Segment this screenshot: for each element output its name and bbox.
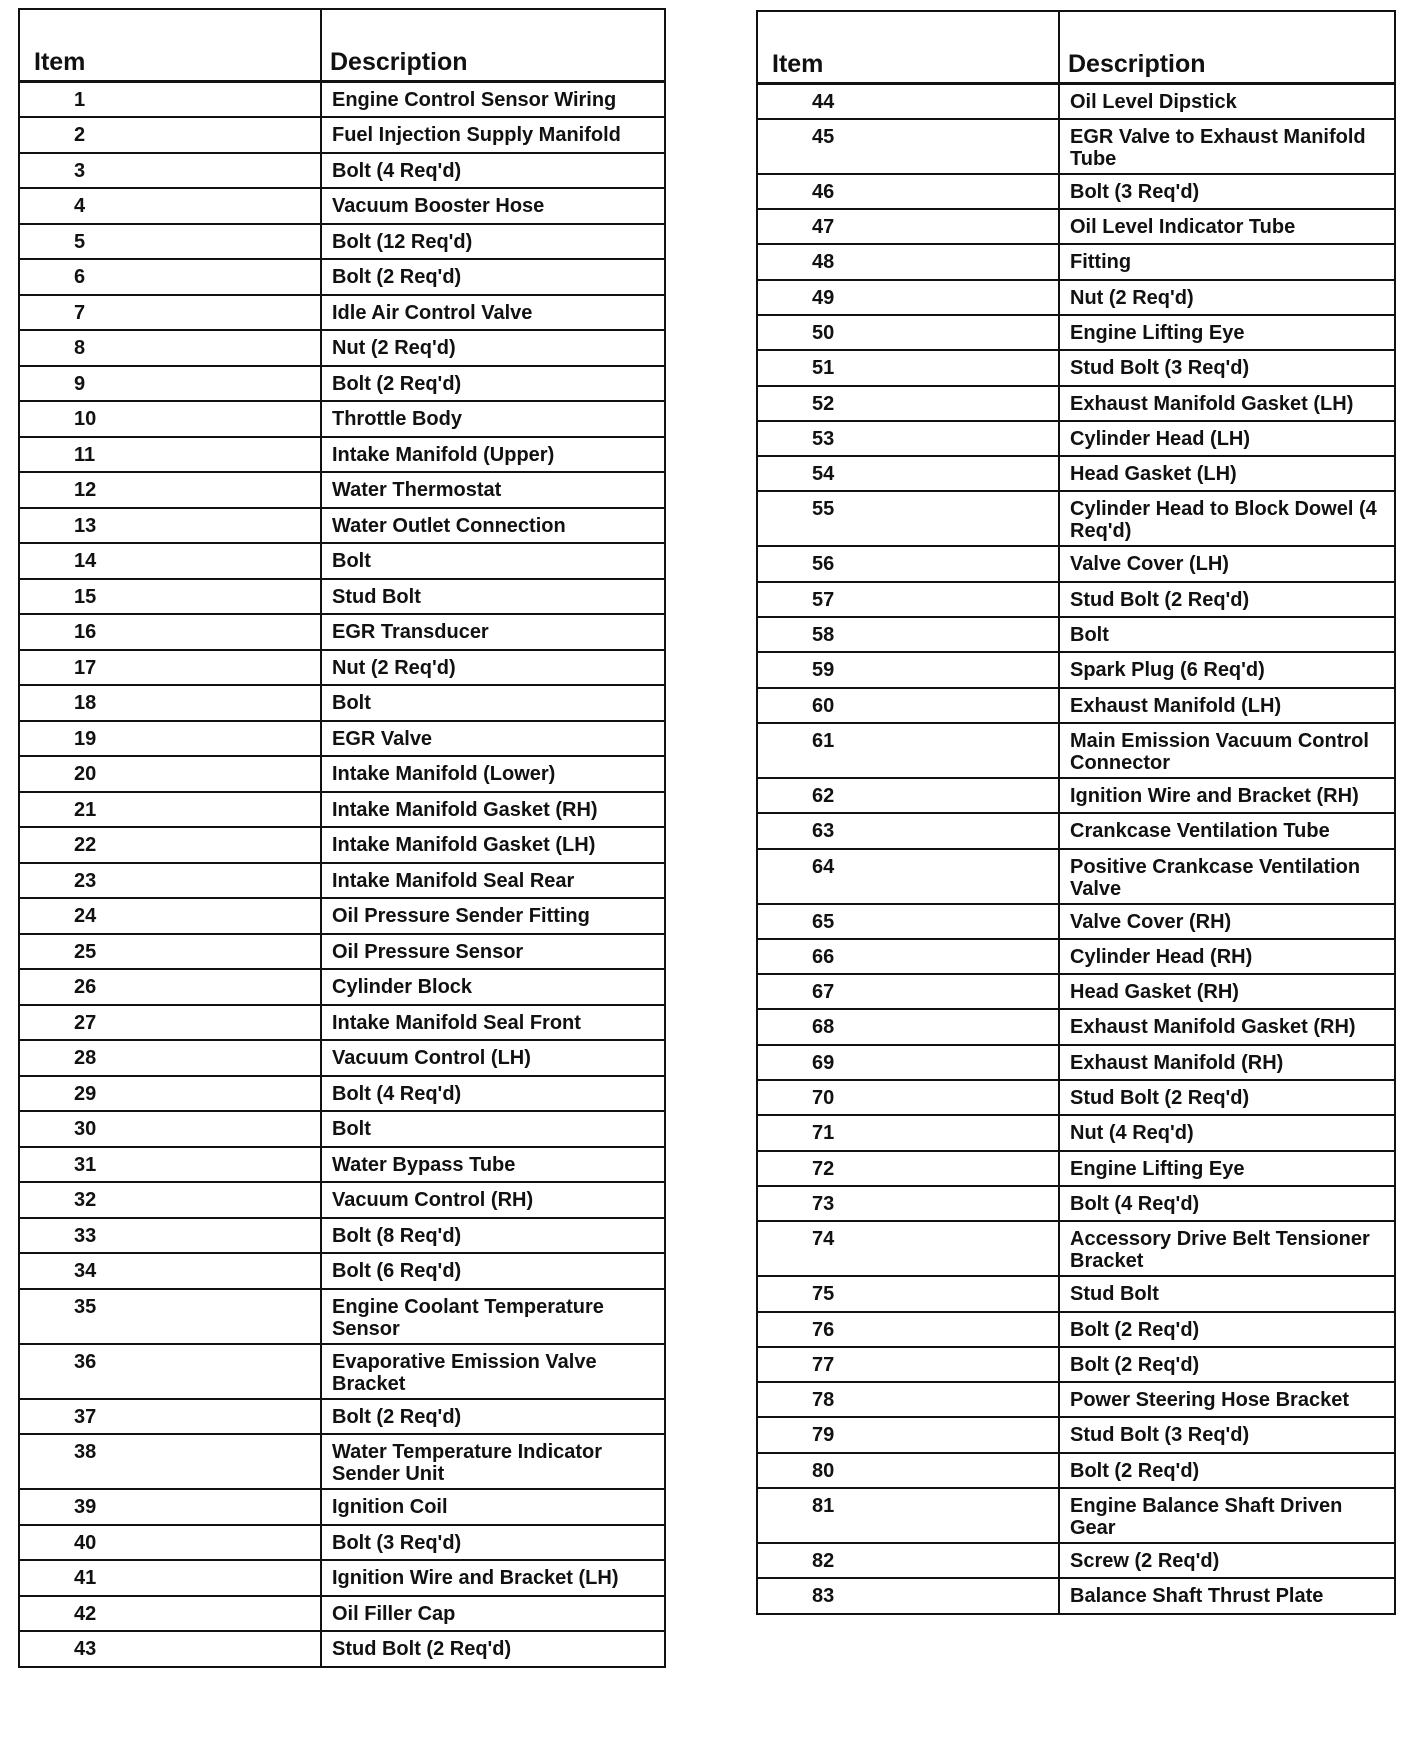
description-cell: Accessory Drive Belt Tensioner Bracket (1059, 1221, 1395, 1276)
description-cell: Crankcase Ventilation Tube (1059, 813, 1395, 848)
description-cell: Vacuum Control (RH) (321, 1182, 665, 1218)
description-cell: Bolt (8 Req'd) (321, 1218, 665, 1254)
table-row (757, 1347, 1395, 1382)
item-number-cell: 81 (757, 1488, 1059, 1543)
item-number-cell: 18 (19, 685, 321, 721)
table-row (19, 1525, 665, 1561)
description-cell: Vacuum Booster Hose (321, 188, 665, 224)
item-number-cell: 74 (757, 1221, 1059, 1276)
table-row (757, 244, 1395, 279)
table-row (19, 863, 665, 899)
table-row (19, 579, 665, 615)
table-row (19, 188, 665, 224)
table-row (757, 280, 1395, 315)
item-number-cell: 80 (757, 1453, 1059, 1488)
description-cell: Stud Bolt (3 Req'd) (1059, 350, 1395, 385)
description-cell: Balance Shaft Thrust Plate (1059, 1578, 1395, 1613)
table-row (19, 1344, 665, 1399)
table-row (757, 421, 1395, 456)
item-number-cell: 47 (757, 209, 1059, 244)
table-row (19, 685, 665, 721)
item-number-cell: 45 (757, 119, 1059, 174)
item-number-cell: 43 (19, 1631, 321, 1667)
item-number-cell: 9 (19, 366, 321, 402)
item-number-cell: 65 (757, 904, 1059, 939)
item-number-cell: 82 (757, 1543, 1059, 1578)
description-cell: Bolt (321, 543, 665, 579)
item-number-cell: 21 (19, 792, 321, 828)
item-number-cell: 75 (757, 1276, 1059, 1311)
description-cell: Bolt (321, 685, 665, 721)
description-cell: Oil Level Dipstick (1059, 84, 1395, 119)
description-cell: Head Gasket (RH) (1059, 974, 1395, 1009)
item-number-cell: 71 (757, 1115, 1059, 1150)
item-number-cell: 44 (757, 84, 1059, 119)
description-cell: Vacuum Control (LH) (321, 1040, 665, 1076)
item-number-cell: 79 (757, 1417, 1059, 1452)
description-cell: EGR Valve (321, 721, 665, 757)
table-row (757, 849, 1395, 904)
description-cell: Exhaust Manifold (LH) (1059, 688, 1395, 723)
table-row (757, 813, 1395, 848)
item-number-cell: 26 (19, 969, 321, 1005)
table-row (19, 295, 665, 331)
description-cell: Intake Manifold (Upper) (321, 437, 665, 473)
item-number-cell: 14 (19, 543, 321, 579)
table-row (757, 1417, 1395, 1452)
item-number-cell: 42 (19, 1596, 321, 1632)
table-row (19, 1040, 665, 1076)
description-cell: Intake Manifold Seal Rear (321, 863, 665, 899)
item-number-cell: 56 (757, 546, 1059, 581)
parts-table-left-body (19, 82, 665, 1667)
table-row (757, 1578, 1395, 1613)
item-number-cell: 28 (19, 1040, 321, 1076)
item-number-cell: 46 (757, 174, 1059, 209)
item-number-cell: 63 (757, 813, 1059, 848)
table-row (757, 1009, 1395, 1044)
item-number-cell: 68 (757, 1009, 1059, 1044)
description-cell: Oil Level Indicator Tube (1059, 209, 1395, 244)
description-cell: Oil Pressure Sender Fitting (321, 898, 665, 934)
item-number-cell: 35 (19, 1289, 321, 1344)
table-row (757, 617, 1395, 652)
item-number-cell: 5 (19, 224, 321, 260)
table-row (19, 614, 665, 650)
table-row (19, 82, 665, 118)
table-row (757, 1453, 1395, 1488)
description-cell: Bolt (3 Req'd) (321, 1525, 665, 1561)
table-row (19, 472, 665, 508)
description-cell: Fitting (1059, 244, 1395, 279)
description-cell: Throttle Body (321, 401, 665, 437)
item-number-cell: 16 (19, 614, 321, 650)
item-number-cell: 66 (757, 939, 1059, 974)
item-number-cell: 8 (19, 330, 321, 366)
item-number-cell: 69 (757, 1045, 1059, 1080)
description-cell: Bolt (1059, 617, 1395, 652)
item-number-cell: 19 (19, 721, 321, 757)
table-row (19, 1005, 665, 1041)
description-cell: Nut (2 Req'd) (321, 650, 665, 686)
item-number-cell: 34 (19, 1253, 321, 1289)
table-row (757, 1186, 1395, 1221)
description-cell: Bolt (2 Req'd) (321, 366, 665, 402)
description-cell: Exhaust Manifold Gasket (RH) (1059, 1009, 1395, 1044)
description-cell: Cylinder Block (321, 969, 665, 1005)
item-number-cell: 76 (757, 1312, 1059, 1347)
description-cell: Stud Bolt (2 Req'd) (1059, 1080, 1395, 1115)
table-row (19, 756, 665, 792)
description-cell: Bolt (2 Req'd) (1059, 1312, 1395, 1347)
table-row (19, 1111, 665, 1147)
item-number-cell: 52 (757, 386, 1059, 421)
item-number-cell: 11 (19, 437, 321, 473)
table-row (757, 974, 1395, 1009)
item-number-cell: 1 (19, 82, 321, 118)
item-number-cell: 40 (19, 1525, 321, 1561)
description-cell: Oil Pressure Sensor (321, 934, 665, 970)
table-row (19, 1596, 665, 1632)
description-cell: EGR Transducer (321, 614, 665, 650)
description-cell: Idle Air Control Valve (321, 295, 665, 331)
table-row (19, 1182, 665, 1218)
description-cell: Engine Control Sensor Wiring (321, 82, 665, 118)
description-cell: Ignition Wire and Bracket (RH) (1059, 778, 1395, 813)
description-cell: Bolt (3 Req'd) (1059, 174, 1395, 209)
item-number-cell: 7 (19, 295, 321, 331)
description-cell: Water Thermostat (321, 472, 665, 508)
item-number-cell: 31 (19, 1147, 321, 1183)
table-row (757, 1045, 1395, 1080)
item-number-cell: 78 (757, 1382, 1059, 1417)
description-cell: Exhaust Manifold (RH) (1059, 1045, 1395, 1080)
table-row (757, 1488, 1395, 1543)
description-cell: Bolt (6 Req'd) (321, 1253, 665, 1289)
table-row (757, 546, 1395, 581)
item-number-cell: 12 (19, 472, 321, 508)
description-cell: Positive Crankcase Ventilation Valve (1059, 849, 1395, 904)
table-row (757, 209, 1395, 244)
description-cell: Stud Bolt (2 Req'd) (1059, 582, 1395, 617)
table-row (757, 456, 1395, 491)
table-row (757, 723, 1395, 778)
item-number-cell: 41 (19, 1560, 321, 1596)
table-row (19, 401, 665, 437)
item-number-cell: 38 (19, 1434, 321, 1489)
description-cell: Intake Manifold Gasket (LH) (321, 827, 665, 863)
table-row (19, 437, 665, 473)
table-row (757, 174, 1395, 209)
item-number-cell: 77 (757, 1347, 1059, 1382)
table-row (757, 1276, 1395, 1311)
item-column-header: Item (757, 11, 1059, 84)
table-row (757, 904, 1395, 939)
description-cell: Intake Manifold Gasket (RH) (321, 792, 665, 828)
table-row (19, 792, 665, 828)
table-row (19, 543, 665, 579)
table-row (757, 1115, 1395, 1150)
description-cell: Nut (4 Req'd) (1059, 1115, 1395, 1150)
table-header-row (19, 9, 665, 82)
item-number-cell: 53 (757, 421, 1059, 456)
item-number-cell: 30 (19, 1111, 321, 1147)
description-cell: Water Temperature Indicator Sender Unit (321, 1434, 665, 1489)
item-number-cell: 2 (19, 117, 321, 153)
description-cell: Bolt (2 Req'd) (321, 259, 665, 295)
table-row (19, 1253, 665, 1289)
description-cell: Main Emission Vacuum Control Connector (1059, 723, 1395, 778)
parts-table-left (18, 8, 666, 1668)
item-number-cell: 36 (19, 1344, 321, 1399)
table-row (757, 1080, 1395, 1115)
item-number-cell: 51 (757, 350, 1059, 385)
item-number-cell: 15 (19, 579, 321, 615)
item-number-cell: 49 (757, 280, 1059, 315)
table-header-row (757, 11, 1395, 84)
item-number-cell: 29 (19, 1076, 321, 1112)
table-row (757, 1312, 1395, 1347)
description-cell: Cylinder Head to Block Dowel (4 Req'd) (1059, 491, 1395, 546)
item-number-cell: 73 (757, 1186, 1059, 1221)
table-row (19, 650, 665, 686)
item-number-cell: 39 (19, 1489, 321, 1525)
description-cell: EGR Valve to Exhaust Manifold Tube (1059, 119, 1395, 174)
item-number-cell: 57 (757, 582, 1059, 617)
description-cell: Nut (2 Req'd) (1059, 280, 1395, 315)
item-number-cell: 58 (757, 617, 1059, 652)
item-number-cell: 6 (19, 259, 321, 295)
description-cell: Evaporative Emission Valve Bracket (321, 1344, 665, 1399)
description-cell: Bolt (4 Req'd) (321, 1076, 665, 1112)
item-number-cell: 25 (19, 934, 321, 970)
item-number-cell: 60 (757, 688, 1059, 723)
description-cell: Bolt (2 Req'd) (321, 1399, 665, 1435)
table-row (19, 1076, 665, 1112)
description-cell: Bolt (2 Req'd) (1059, 1453, 1395, 1488)
description-cell: Power Steering Hose Bracket (1059, 1382, 1395, 1417)
description-cell: Ignition Wire and Bracket (LH) (321, 1560, 665, 1596)
description-column-header: Description (1059, 11, 1395, 84)
item-number-cell: 37 (19, 1399, 321, 1435)
description-cell: Water Outlet Connection (321, 508, 665, 544)
item-number-cell: 54 (757, 456, 1059, 491)
description-cell: Oil Filler Cap (321, 1596, 665, 1632)
description-cell: Cylinder Head (RH) (1059, 939, 1395, 974)
description-cell: Stud Bolt (1059, 1276, 1395, 1311)
item-number-cell: 23 (19, 863, 321, 899)
description-cell: Stud Bolt (2 Req'd) (321, 1631, 665, 1667)
description-cell: Ignition Coil (321, 1489, 665, 1525)
description-cell: Intake Manifold Seal Front (321, 1005, 665, 1041)
table-row (19, 1289, 665, 1344)
item-number-cell: 24 (19, 898, 321, 934)
table-row (19, 898, 665, 934)
item-number-cell: 13 (19, 508, 321, 544)
item-number-cell: 62 (757, 778, 1059, 813)
description-cell: Spark Plug (6 Req'd) (1059, 652, 1395, 687)
item-number-cell: 10 (19, 401, 321, 437)
item-number-cell: 17 (19, 650, 321, 686)
table-row (19, 153, 665, 189)
description-cell: Bolt (4 Req'd) (1059, 1186, 1395, 1221)
table-row (757, 119, 1395, 174)
description-cell: Intake Manifold (Lower) (321, 756, 665, 792)
table-row (19, 1560, 665, 1596)
table-row (19, 259, 665, 295)
description-cell: Cylinder Head (LH) (1059, 421, 1395, 456)
table-row (19, 1631, 665, 1667)
description-cell: Water Bypass Tube (321, 1147, 665, 1183)
description-cell: Screw (2 Req'd) (1059, 1543, 1395, 1578)
item-number-cell: 55 (757, 491, 1059, 546)
table-row (19, 508, 665, 544)
description-cell: Stud Bolt (3 Req'd) (1059, 1417, 1395, 1452)
item-number-cell: 32 (19, 1182, 321, 1218)
item-number-cell: 70 (757, 1080, 1059, 1115)
description-cell: Bolt (2 Req'd) (1059, 1347, 1395, 1382)
table-row (19, 934, 665, 970)
table-row (19, 224, 665, 260)
table-row (19, 117, 665, 153)
table-row (19, 1218, 665, 1254)
table-row (19, 366, 665, 402)
table-row (757, 778, 1395, 813)
table-row (757, 939, 1395, 974)
table-row (757, 84, 1395, 119)
item-number-cell: 22 (19, 827, 321, 863)
table-row (757, 652, 1395, 687)
table-row (757, 315, 1395, 350)
table-row (757, 1543, 1395, 1578)
item-number-cell: 72 (757, 1151, 1059, 1186)
description-cell: Bolt (12 Req'd) (321, 224, 665, 260)
item-number-cell: 50 (757, 315, 1059, 350)
item-number-cell: 33 (19, 1218, 321, 1254)
description-cell: Engine Balance Shaft Driven Gear (1059, 1488, 1395, 1543)
table-row (19, 330, 665, 366)
item-number-cell: 67 (757, 974, 1059, 1009)
description-cell: Fuel Injection Supply Manifold (321, 117, 665, 153)
description-cell: Engine Coolant Temperature Sensor (321, 1289, 665, 1344)
description-cell: Stud Bolt (321, 579, 665, 615)
table-row (19, 1434, 665, 1489)
table-row (19, 1147, 665, 1183)
description-cell: Bolt (4 Req'd) (321, 153, 665, 189)
table-row (19, 827, 665, 863)
table-row (757, 1382, 1395, 1417)
item-number-cell: 64 (757, 849, 1059, 904)
item-number-cell: 20 (19, 756, 321, 792)
description-cell: Valve Cover (RH) (1059, 904, 1395, 939)
item-number-cell: 83 (757, 1578, 1059, 1613)
item-column-header: Item (19, 9, 321, 82)
table-row (757, 386, 1395, 421)
table-row (757, 582, 1395, 617)
description-cell: Engine Lifting Eye (1059, 1151, 1395, 1186)
table-row (757, 1221, 1395, 1276)
table-row (757, 1151, 1395, 1186)
description-cell: Engine Lifting Eye (1059, 315, 1395, 350)
description-cell: Head Gasket (LH) (1059, 456, 1395, 491)
item-number-cell: 59 (757, 652, 1059, 687)
table-row (757, 688, 1395, 723)
item-number-cell: 27 (19, 1005, 321, 1041)
description-cell: Nut (2 Req'd) (321, 330, 665, 366)
description-column-header: Description (321, 9, 665, 82)
description-cell: Exhaust Manifold Gasket (LH) (1059, 386, 1395, 421)
description-cell: Valve Cover (LH) (1059, 546, 1395, 581)
table-row (19, 1399, 665, 1435)
table-row (757, 350, 1395, 385)
table-row (19, 969, 665, 1005)
table-row (757, 491, 1395, 546)
item-number-cell: 4 (19, 188, 321, 224)
parts-table-right-body (757, 84, 1395, 1614)
table-row (19, 1489, 665, 1525)
parts-table-right (756, 10, 1396, 1615)
item-number-cell: 61 (757, 723, 1059, 778)
item-number-cell: 48 (757, 244, 1059, 279)
description-cell: Bolt (321, 1111, 665, 1147)
item-number-cell: 3 (19, 153, 321, 189)
table-row (19, 721, 665, 757)
